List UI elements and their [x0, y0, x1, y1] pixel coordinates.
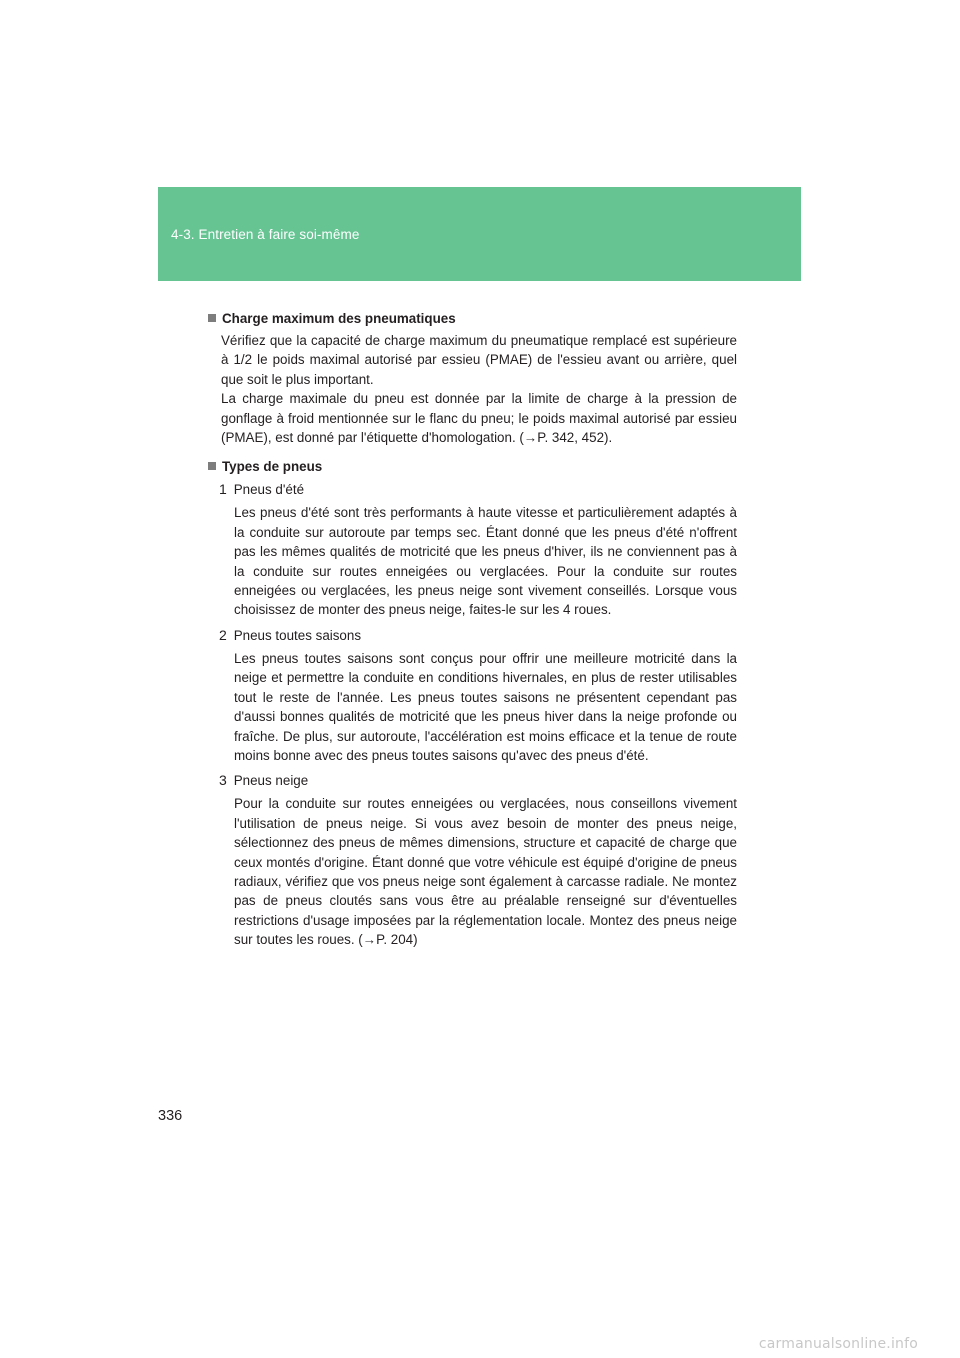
square-bullet-icon	[208, 314, 216, 322]
list-item-title	[219, 479, 737, 500]
list-item-number: 2	[219, 626, 227, 643]
paragraph: La charge maximale du pneu est donnée par la limite de charge à la pression de gonflage à froid mentionnée sur le flanc du pneu; le poids maximal autorisé par essieu (PMAE), est donné par l'étiquette d'homologation. (→P. 342, 452).	[221, 391, 737, 446]
list-item-title	[219, 625, 737, 646]
section-charge-maximum	[208, 309, 737, 447]
watermark: carmanualsonline.info	[758, 1336, 918, 1352]
list-item-title-text: Pneus neige	[233, 773, 309, 789]
list-item-description: Les pneus d'été sont très performants à haute vitesse et particulièrement adaptés à la conduite sur autoroute par temps sec. Étant donné que les pneus d'été n'offrent pas les mêmes qualités de motricité que les pneus d'hiver, ils ne conviennent pas à la conduite sur routes enneigées ou verglacées. Pour la conduite sur routes enneigées ou verglacées, les pneus neige sont vivement conseillés. Lorsque vous choisissez de monter des pneus neige, faites-le sur les 4 roues.	[234, 505, 737, 618]
page-number: 336	[158, 1108, 183, 1124]
paragraph: Vérifiez que la capacité de charge maximum du pneumatique remplacé est supérieure à 1/2 le poids maximal autorisé par essieu (PMAE) de l'essieu avant ou arrière, quel que soit le plus important.	[221, 333, 737, 387]
list-item	[208, 625, 737, 765]
section-heading	[208, 309, 737, 328]
list-item	[208, 770, 737, 949]
square-bullet-icon	[208, 462, 216, 470]
list-item-title-text: Pneus toutes saisons	[233, 627, 362, 643]
list-item-description: Pour la conduite sur routes enneigées ou verglacées, nous conseillons vivement l'utilisation de pneus neige. Si vous avez besoin de monter des pneus neige, sélectionnez des pneus de mêmes dimensions, structure et capacité de charge que ceux montés d'origine. Étant donné que votre véhicule est équipé d'origine de pneus radiaux, vérifiez que vos pneus neige sont également à carcasse radiale. Ne montez pas de pneus cloutés sans vous être au préalable renseigné sur d'éventuelles restrictions d'usage imposées par la réglementation locale. Montez des pneus neige sur toutes les roues. (→P. 204)	[234, 796, 737, 948]
list-item	[208, 479, 737, 619]
section-types-de-pneus	[208, 457, 737, 949]
list-item-description: Les pneus toutes saisons sont conçus pour offrir une meilleure motricité dans la neige et permettre la conduite en conditions hivernales, en plus de rester utilisables tout le reste de l'année. Les pneus toutes saisons ne présentent cependant pas d'aussi bonnes qualités de motricité que les pneus hiver dans la neige profonde ou fraîche. De plus, sur autoroute, l'accélération est moins efficace et la tenue de route moins bonne avec des pneus toutes saisons qu'avec des pneus d'été.	[234, 650, 737, 763]
list-item-title-text: Pneus d'été	[233, 482, 305, 498]
chapter-title: 4-3. Entretien à faire soi-même	[171, 227, 360, 242]
page-content	[208, 309, 737, 950]
section-heading-text: Charge maximum des pneumatiques	[222, 311, 456, 326]
section-heading-text: Types de pneus	[222, 459, 323, 475]
chapter-header-band	[158, 187, 801, 281]
section-heading	[208, 457, 737, 476]
list-item-title	[219, 770, 737, 791]
list-item-number: 3	[219, 772, 227, 789]
list-item-number: 1	[219, 481, 227, 498]
